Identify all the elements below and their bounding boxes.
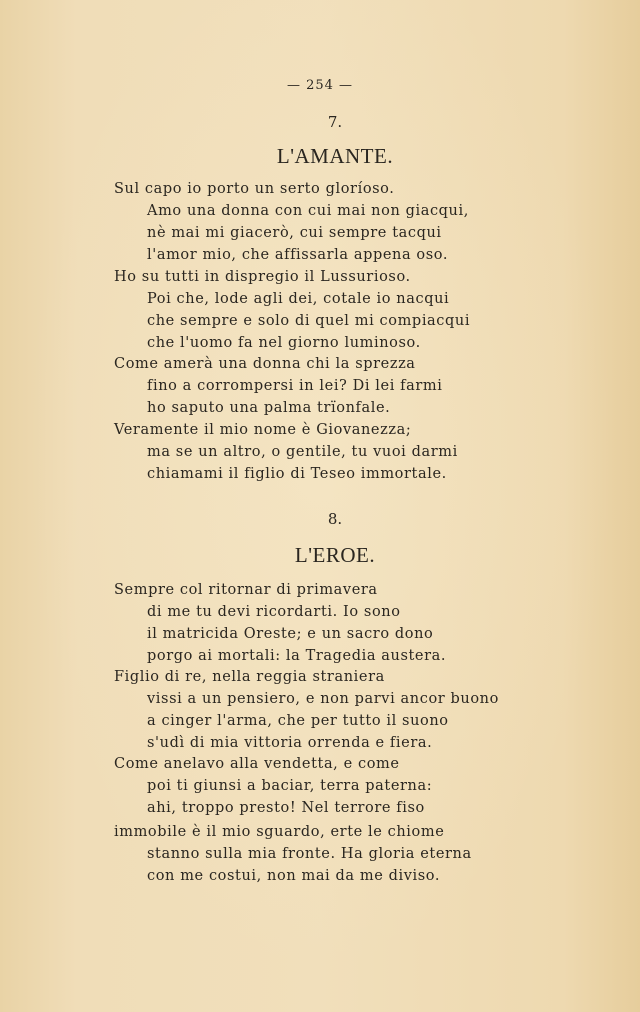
- verse-line: poi ti giunsi a baciar, terra paterna:: [147, 778, 433, 794]
- verse-line: a cinger l'arma, che per tutto il suono: [147, 713, 449, 729]
- verse-line: che l'uomo fa nel giorno luminoso.: [147, 335, 421, 351]
- stanza: [114, 579, 514, 667]
- page-number: — 254 —: [286, 78, 354, 93]
- verse-line: Amo una donna con cui mai non giacqui,: [147, 203, 469, 219]
- verse-line: Figlio di re, nella reggia straniera: [114, 669, 385, 685]
- verse-line: nè mai mi giacerò, cui sempre tacqui: [147, 225, 442, 241]
- verse-line: di me tu devi ricordarti. Io sono: [147, 604, 401, 620]
- verse-line: s'udì di mia vittoria orrenda e fiera.: [147, 735, 433, 751]
- verse-line: stanno sulla mia fronte. Ha gloria eterna: [147, 846, 472, 862]
- section-number: 8.: [327, 510, 343, 528]
- verse-line: Sul capo io porto un serto gloríoso.: [114, 181, 395, 197]
- verse-line: ma se un altro, o gentile, tu vuoi darmi: [147, 444, 458, 460]
- verse-line: fino a corrompersi in lei? Di lei farmi: [147, 378, 443, 394]
- verse-line: porgo ai mortali: la Tragedia austera.: [147, 648, 447, 664]
- stanza: [114, 419, 514, 485]
- section-title: L'EROE.: [294, 543, 376, 567]
- stanza: [114, 821, 514, 887]
- section-number: 7.: [327, 113, 343, 131]
- stanza: [114, 353, 514, 419]
- verse-line: con me costui, non mai da me diviso.: [147, 868, 441, 884]
- verse-line: chiamami il figlio di Teseo immortale.: [147, 466, 447, 482]
- verse-line: Come amerà una donna chi la sprezza: [114, 356, 416, 372]
- verse-line: il matricida Oreste; e un sacro dono: [147, 626, 434, 642]
- verse-line: ho saputo una palma trïonfale.: [147, 400, 391, 416]
- verse-line: immobile è il mio sguardo, erte le chiome: [114, 824, 445, 840]
- verse-line: vissi a un pensiero, e non parvi ancor buono: [147, 691, 499, 707]
- verse-line: l'amor mio, che affissarla appena oso.: [147, 247, 449, 263]
- stanza: [114, 178, 514, 266]
- verse-line: Veramente il mio nome è Giovanezza;: [114, 422, 412, 438]
- stanza: [114, 266, 514, 354]
- section-title: L'AMANTE.: [276, 144, 394, 168]
- verse-line: che sempre e solo di quel mi compiacqui: [147, 313, 471, 329]
- verse-line: Ho su tutti in dispregio il Lussurioso.: [114, 269, 411, 285]
- verse-line: Come anelavo alla vendetta, e come: [114, 756, 400, 772]
- stanza: [114, 753, 514, 819]
- verse-line: Poi che, lode agli dei, cotale io nacqui: [147, 291, 450, 307]
- verse-line: ahi, troppo presto! Nel terrore fiso: [147, 800, 425, 816]
- stanza: [114, 666, 514, 754]
- verse-line: Sempre col ritornar di primavera: [114, 582, 378, 598]
